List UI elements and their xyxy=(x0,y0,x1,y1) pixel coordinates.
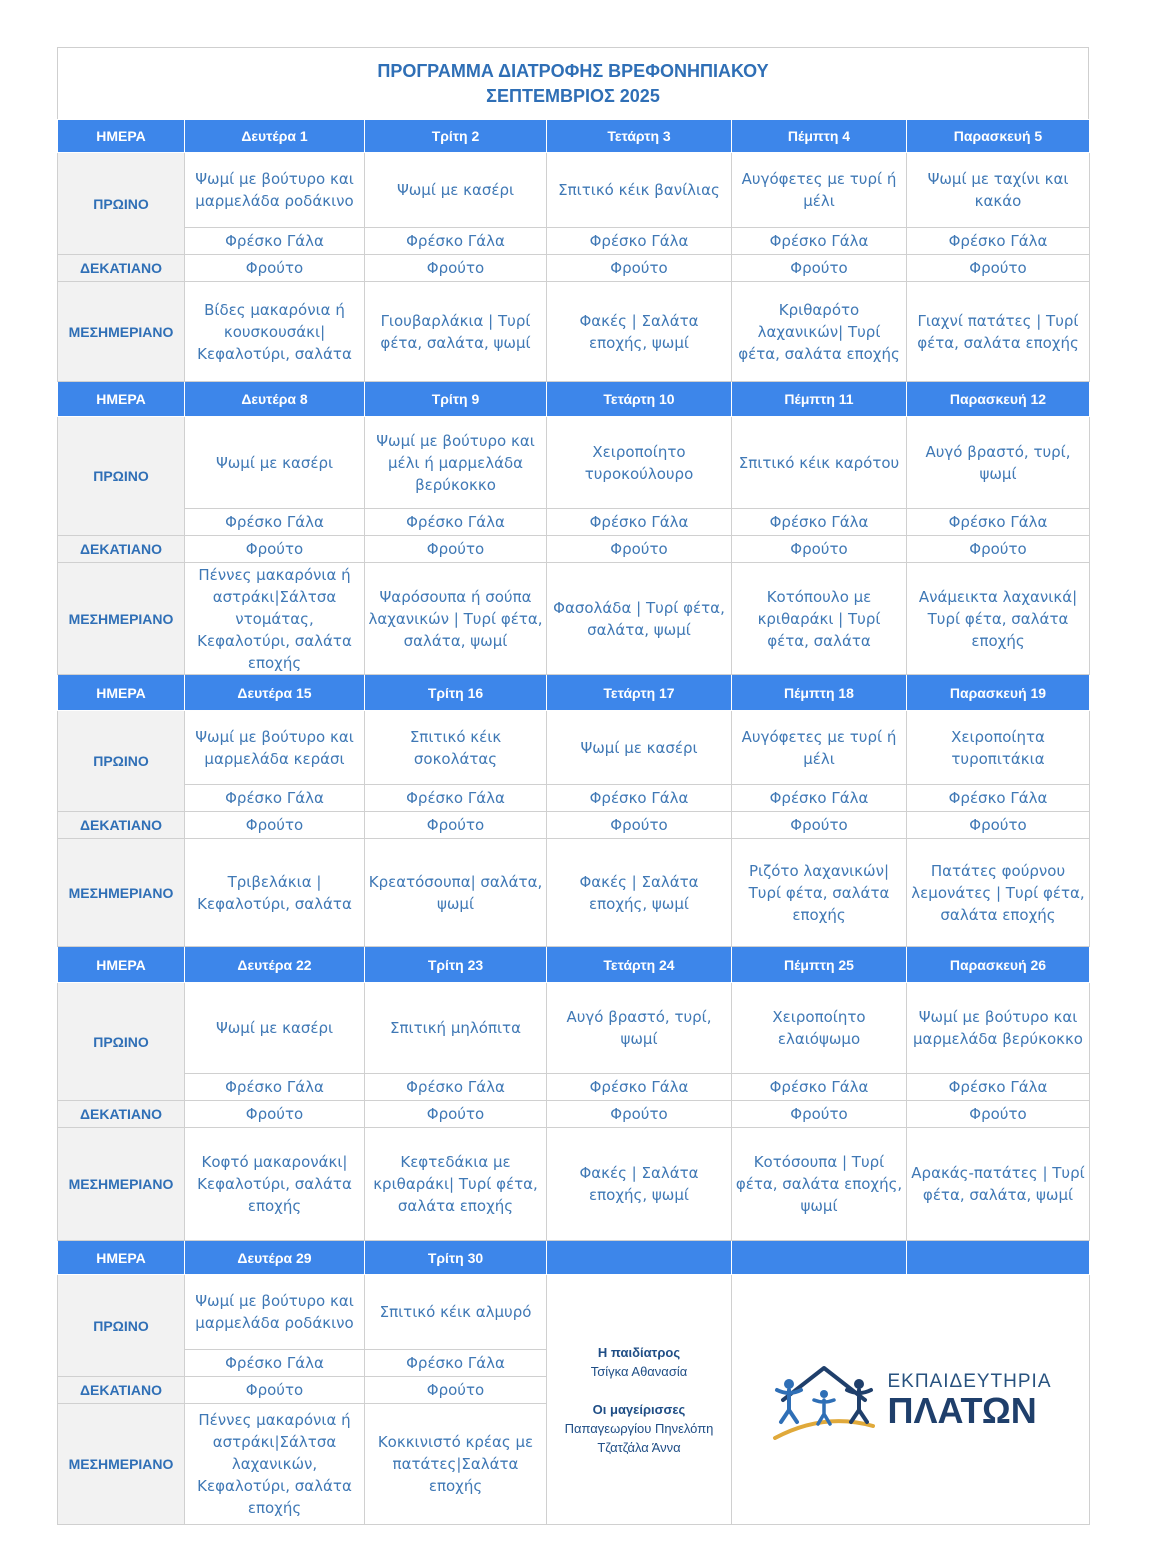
snack-cell: Φρούτο xyxy=(185,1377,365,1404)
meal-label-breakfast: ΠΡΩΙΝΟ xyxy=(58,983,185,1101)
breakfast-cell: Ψωμί με κασέρι xyxy=(547,711,732,785)
day-header-label: ΗΜΕΡΑ xyxy=(58,675,185,711)
milk-cell: Φρέσκο Γάλα xyxy=(185,509,365,536)
empty-day-header xyxy=(907,1241,1090,1275)
meal-label-breakfast: ΠΡΩΙΝΟ xyxy=(58,417,185,536)
milk-cell: Φρέσκο Γάλα xyxy=(547,1074,732,1101)
lunch-cell: Κοτόπουλο με κριθαράκι | Τυρί φέτα, σαλάτα xyxy=(732,563,907,675)
table-row xyxy=(58,120,1090,153)
day-header: Δευτέρα 15 xyxy=(185,675,365,711)
table-row xyxy=(58,228,1090,255)
day-header: Παρασκευή 19 xyxy=(907,675,1090,711)
lunch-cell: Πέννες μακαρόνια ή αστράκι|Σάλτσα λαχανικών, Κεφαλοτύρι, σαλάτα εποχής xyxy=(185,1404,365,1525)
page-subtitle: ΣΕΠΤΕΜΒΡΙΟΣ 2025 xyxy=(486,85,660,106)
snack-cell: Φρούτο xyxy=(365,255,547,282)
milk-cell: Φρέσκο Γάλα xyxy=(365,1074,547,1101)
snack-cell: Φρούτο xyxy=(732,255,907,282)
lunch-cell: Γιαχνί πατάτες | Τυρί φέτα, σαλάτα εποχής xyxy=(907,282,1090,382)
breakfast-cell: Σπιτική μηλόπιτα xyxy=(365,983,547,1074)
day-header: Τρίτη 9 xyxy=(365,382,547,417)
breakfast-cell: Αυγόφετες με τυρί ή μέλι xyxy=(732,711,907,785)
milk-cell: Φρέσκο Γάλα xyxy=(365,785,547,812)
breakfast-cell: Σπιτικό κέικ αλμυρό xyxy=(365,1275,547,1350)
milk-cell: Φρέσκο Γάλα xyxy=(732,509,907,536)
day-header: Δευτέρα 8 xyxy=(185,382,365,417)
breakfast-cell: Χειροποίητο τυροκούλουρο xyxy=(547,417,732,509)
meal-label-breakfast: ΠΡΩΙΝΟ xyxy=(58,153,185,255)
table-row xyxy=(58,536,1090,563)
table-row xyxy=(58,1275,1090,1350)
snack-cell: Φρούτο xyxy=(547,536,732,563)
snack-cell: Φρούτο xyxy=(547,812,732,839)
milk-cell: Φρέσκο Γάλα xyxy=(732,1074,907,1101)
table-row xyxy=(58,812,1090,839)
meal-label-lunch: ΜΕΣΗΜΕΡΙΑΝΟ xyxy=(58,1404,185,1525)
lunch-cell: Φασολάδα | Τυρί φέτα, σαλάτα, ψωμί xyxy=(547,563,732,675)
breakfast-cell: Ψωμί με βούτυρο και μαρμελάδα βερύκοκκο xyxy=(907,983,1090,1074)
meal-label-lunch: ΜΕΣΗΜΕΡΙΑΝΟ xyxy=(58,282,185,382)
lunch-cell: Κεφτεδάκια με κριθαράκι| Τυρί φέτα, σαλάτα εποχής xyxy=(365,1128,547,1241)
day-header: Τρίτη 30 xyxy=(365,1241,547,1275)
lunch-cell: Αρακάς-πατάτες | Τυρί φέτα, σαλάτα, ψωμί xyxy=(907,1128,1090,1241)
day-header-label: ΗΜΕΡΑ xyxy=(58,120,185,153)
snack-cell: Φρούτο xyxy=(365,812,547,839)
table-row xyxy=(58,417,1090,509)
menu-table xyxy=(57,119,1090,1525)
cook-name: Παπαγεωργίου Πηνελόπη xyxy=(564,1420,714,1436)
day-header: Τρίτη 2 xyxy=(365,120,547,153)
meal-label-snack: ΔΕΚΑΤΙΑΝΟ xyxy=(58,1101,185,1128)
snack-cell: Φρούτο xyxy=(907,1101,1090,1128)
table-row xyxy=(58,255,1090,282)
logo-title: ΠΛΑΤΩΝ xyxy=(887,1389,1037,1431)
day-header-label: ΗΜΕΡΑ xyxy=(58,382,185,417)
snack-cell: Φρούτο xyxy=(907,812,1090,839)
meal-label-breakfast: ΠΡΩΙΝΟ xyxy=(58,1275,185,1377)
day-header: Πέμπτη 11 xyxy=(732,382,907,417)
page-title: ΠΡΟΓΡΑΜΜΑ ΔΙΑΤΡΟΦΗΣ ΒΡΕΦΟΝΗΠΙΑΚΟΥ xyxy=(377,60,769,81)
breakfast-cell: Ψωμί με κασέρι xyxy=(365,153,547,228)
day-header: Δευτέρα 1 xyxy=(185,120,365,153)
milk-cell: Φρέσκο Γάλα xyxy=(185,228,365,255)
snack-cell: Φρούτο xyxy=(547,255,732,282)
table-row xyxy=(58,785,1090,812)
day-header: Πέμπτη 18 xyxy=(732,675,907,711)
breakfast-cell: Σπιτικό κέικ σοκολάτας xyxy=(365,711,547,785)
milk-cell: Φρέσκο Γάλα xyxy=(907,1074,1090,1101)
day-header: Παρασκευή 5 xyxy=(907,120,1090,153)
table-row xyxy=(58,1074,1090,1101)
snack-cell: Φρούτο xyxy=(907,536,1090,563)
signature-block xyxy=(547,1275,732,1525)
empty-day-header xyxy=(732,1241,907,1275)
day-header: Τρίτη 23 xyxy=(365,947,547,983)
lunch-cell: Γιουβαρλάκια | Τυρί φέτα, σαλάτα, ψωμί xyxy=(365,282,547,382)
milk-cell: Φρέσκο Γάλα xyxy=(185,1074,365,1101)
day-header: Δευτέρα 29 xyxy=(185,1241,365,1275)
lunch-cell: Βίδες μακαρόνια ή κουσκουσάκι| Κεφαλοτύρι, σαλάτα xyxy=(185,282,365,382)
meal-label-breakfast: ΠΡΩΙΝΟ xyxy=(58,711,185,812)
day-header: Δευτέρα 22 xyxy=(185,947,365,983)
day-header: Τετάρτη 3 xyxy=(547,120,732,153)
table-row xyxy=(58,153,1090,228)
day-header-label: ΗΜΕΡΑ xyxy=(58,1241,185,1275)
milk-cell: Φρέσκο Γάλα xyxy=(185,785,365,812)
meal-label-snack: ΔΕΚΑΤΙΑΝΟ xyxy=(58,255,185,282)
lunch-cell: Τριβελάκια | Κεφαλοτύρι, σαλάτα xyxy=(185,839,365,947)
snack-cell: Φρούτο xyxy=(185,255,365,282)
lunch-cell: Κοτόσουπα | Τυρί φέτα, σαλάτα εποχής, ψωμί xyxy=(732,1128,907,1241)
milk-cell: Φρέσκο Γάλα xyxy=(547,228,732,255)
table-row xyxy=(58,563,1090,675)
day-header: Τρίτη 16 xyxy=(365,675,547,711)
breakfast-cell: Αυγό βραστό, τυρί, ψωμί xyxy=(907,417,1090,509)
cooks-title: Οι μαγείρισσες xyxy=(592,1401,686,1417)
lunch-cell: Ανάμεικτα λαχανικά| Τυρί φέτα, σαλάτα εποχής xyxy=(907,563,1090,675)
day-header: Παρασκευή 26 xyxy=(907,947,1090,983)
table-row xyxy=(58,711,1090,785)
meal-label-snack: ΔΕΚΑΤΙΑΝΟ xyxy=(58,812,185,839)
day-header: Τετάρτη 24 xyxy=(547,947,732,983)
milk-cell: Φρέσκο Γάλα xyxy=(732,785,907,812)
table-row xyxy=(58,509,1090,536)
milk-cell: Φρέσκο Γάλα xyxy=(185,1350,365,1377)
snack-cell: Φρούτο xyxy=(547,1101,732,1128)
breakfast-cell: Ψωμί με βούτυρο και μαρμελάδα ροδάκινο xyxy=(185,1275,365,1350)
lunch-cell: Ριζότο λαχανικών| Τυρί φέτα, σαλάτα εποχής xyxy=(732,839,907,947)
breakfast-cell: Ψωμί με βούτυρο και μαρμελάδα ροδάκινο xyxy=(185,153,365,228)
lunch-cell: Πατάτες φούρνου λεμονάτες | Τυρί φέτα, σαλάτα εποχής xyxy=(907,839,1090,947)
logo-subtitle: ΕΚΠΑΙΔΕΥΤΗΡΙΑ xyxy=(887,1370,1052,1392)
lunch-cell: Φακές | Σαλάτα εποχής, ψωμί xyxy=(547,1128,732,1241)
table-row xyxy=(58,1241,1090,1275)
snack-cell: Φρούτο xyxy=(185,1101,365,1128)
milk-cell: Φρέσκο Γάλα xyxy=(907,509,1090,536)
lunch-cell: Κοφτό μακαρονάκι| Κεφαλοτύρι, σαλάτα εποχής xyxy=(185,1128,365,1241)
breakfast-cell: Ψωμί με κασέρι xyxy=(185,417,365,509)
snack-cell: Φρούτο xyxy=(365,536,547,563)
snack-cell: Φρούτο xyxy=(907,255,1090,282)
breakfast-cell: Αυγόφετες με τυρί ή μέλι xyxy=(732,153,907,228)
table-row xyxy=(58,675,1090,711)
title-block xyxy=(57,47,1089,119)
snack-cell: Φρούτο xyxy=(365,1101,547,1128)
pediatrician-title: Η παιδίατρος xyxy=(597,1344,681,1360)
breakfast-cell: Ψωμί με κασέρι xyxy=(185,983,365,1074)
meal-label-lunch: ΜΕΣΗΜΕΡΙΑΝΟ xyxy=(58,1128,185,1241)
snack-cell: Φρούτο xyxy=(185,536,365,563)
milk-cell: Φρέσκο Γάλα xyxy=(365,228,547,255)
lunch-cell: Πέννες μακαρόνια ή αστράκι|Σάλτσα ντομάτας, Κεφαλοτύρι, σαλάτα εποχής xyxy=(185,563,365,675)
lunch-cell: Ψαρόσουπα ή σούπα λαχανικών | Τυρί φέτα, σαλάτα, ψωμί xyxy=(365,563,547,675)
lunch-cell: Κοκκινιστό κρέας με πατάτες|Σαλάτα εποχής xyxy=(365,1404,547,1525)
table-row xyxy=(58,1128,1090,1241)
day-header: Τετάρτη 10 xyxy=(547,382,732,417)
table-row xyxy=(58,947,1090,983)
day-header-label: ΗΜΕΡΑ xyxy=(58,947,185,983)
breakfast-cell: Ψωμί με βούτυρο και μέλι ή μαρμελάδα βερύκοκκο xyxy=(365,417,547,509)
house-family-icon xyxy=(769,1360,879,1440)
meal-label-snack: ΔΕΚΑΤΙΑΝΟ xyxy=(58,536,185,563)
empty-day-header xyxy=(547,1241,732,1275)
breakfast-cell: Χειροποίητο ελαιόψωμο xyxy=(732,983,907,1074)
table-row xyxy=(58,382,1090,417)
meal-label-snack: ΔΕΚΑΤΙΑΝΟ xyxy=(58,1377,185,1404)
cook-name: Τζατζάλα Άννα xyxy=(597,1439,681,1455)
milk-cell: Φρέσκο Γάλα xyxy=(732,228,907,255)
milk-cell: Φρέσκο Γάλα xyxy=(365,1350,547,1377)
logo-text xyxy=(887,1371,1051,1429)
snack-cell: Φρούτο xyxy=(732,536,907,563)
milk-cell: Φρέσκο Γάλα xyxy=(907,228,1090,255)
lunch-cell: Φακές | Σαλάτα εποχής, ψωμί xyxy=(547,282,732,382)
milk-cell: Φρέσκο Γάλα xyxy=(547,785,732,812)
logo-cell xyxy=(732,1275,1090,1525)
day-header: Τετάρτη 17 xyxy=(547,675,732,711)
day-header: Πέμπτη 25 xyxy=(732,947,907,983)
lunch-cell: Κρεατόσουπα| σαλάτα, ψωμί xyxy=(365,839,547,947)
lunch-cell: Κριθαρότο λαχανικών| Τυρί φέτα, σαλάτα εποχής xyxy=(732,282,907,382)
breakfast-cell: Σπιτικό κέικ βανίλιας xyxy=(547,153,732,228)
school-logo xyxy=(735,1360,1086,1440)
milk-cell: Φρέσκο Γάλα xyxy=(365,509,547,536)
snack-cell: Φρούτο xyxy=(185,812,365,839)
breakfast-cell: Ψωμί με ταχίνι και κακάο xyxy=(907,153,1090,228)
breakfast-cell: Ψωμί με βούτυρο και μαρμελάδα κεράσι xyxy=(185,711,365,785)
meal-label-lunch: ΜΕΣΗΜΕΡΙΑΝΟ xyxy=(58,839,185,947)
milk-cell: Φρέσκο Γάλα xyxy=(547,509,732,536)
table-row xyxy=(58,1101,1090,1128)
milk-cell: Φρέσκο Γάλα xyxy=(907,785,1090,812)
pediatrician-name: Τσίγκα Αθανασία xyxy=(590,1363,688,1379)
table-row xyxy=(58,839,1090,947)
menu-sheet xyxy=(57,47,1089,1525)
meal-label-lunch: ΜΕΣΗΜΕΡΙΑΝΟ xyxy=(58,563,185,675)
breakfast-cell: Χειροποίητα τυροπιτάκια xyxy=(907,711,1090,785)
day-header: Παρασκευή 12 xyxy=(907,382,1090,417)
breakfast-cell: Σπιτικό κέικ καρότου xyxy=(732,417,907,509)
snack-cell: Φρούτο xyxy=(365,1377,547,1404)
breakfast-cell: Αυγό βραστό, τυρί, ψωμί xyxy=(547,983,732,1074)
table-row xyxy=(58,983,1090,1074)
day-header: Πέμπτη 4 xyxy=(732,120,907,153)
snack-cell: Φρούτο xyxy=(732,812,907,839)
snack-cell: Φρούτο xyxy=(732,1101,907,1128)
lunch-cell: Φακές | Σαλάτα εποχής, ψωμί xyxy=(547,839,732,947)
table-row xyxy=(58,282,1090,382)
